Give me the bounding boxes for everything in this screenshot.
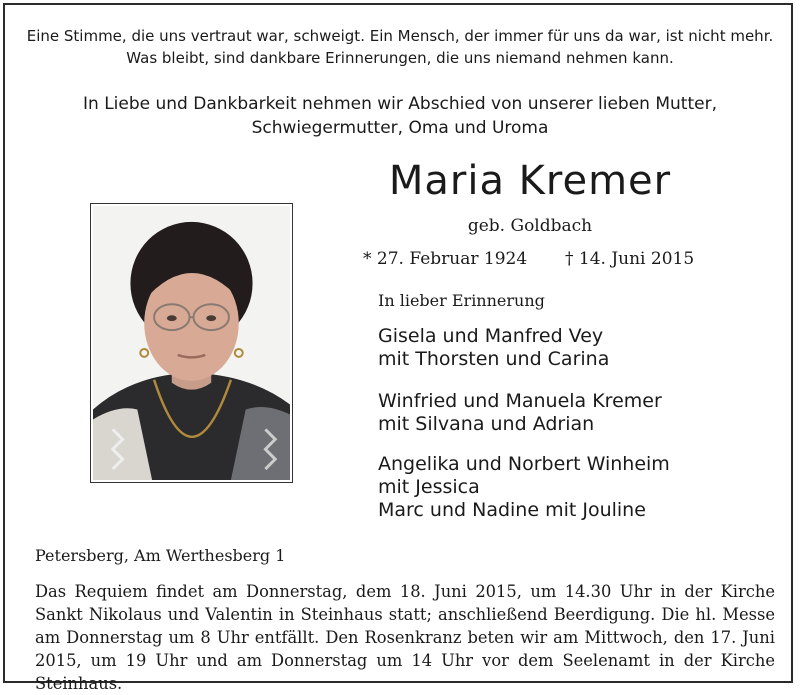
- mourner-group-1: [378, 325, 609, 371]
- mourners-label: In lieber Erinnerung: [378, 291, 545, 310]
- mourner-line: Angelika und Norbert Winheim: [378, 453, 670, 475]
- intro-line-2: Schwiegermutter, Oma und Uroma: [251, 118, 549, 138]
- mourner-line: mit Jessica: [378, 476, 480, 498]
- obituary-card: [3, 3, 793, 693]
- farewell-intro: [25, 92, 775, 140]
- mourner-group-2: [378, 390, 662, 436]
- intro-line-1: In Liebe und Dankbarkeit nehmen wir Abschied von unserer lieben Mutter,: [83, 94, 717, 114]
- portrait-photo: [90, 203, 293, 483]
- opening-quote: [25, 25, 775, 69]
- deceased-name: Maria Kremer: [388, 158, 672, 204]
- requiem-notice: Das Requiem findet am Donnerstag, dem 18. Juni 2015, um 14.30 Uhr in der Kirche Sankt Nikolaus und Valentin in Steinhaus statt; anschließend Beerdigung. Die hl. Messe am Donnerstag um 8 Uhr entfällt. Den Rosenkranz beten wir am Mittwoch, den 17. Juni 2015, um 19 Uhr und am Donnerstag um 14 Uhr vor dem Seelenamt in der Kirche Steinhaus.: [35, 582, 775, 693]
- death-date: † 14. Juni 2015: [565, 249, 695, 269]
- family-address: Petersberg, Am Werthesberg 1: [35, 546, 286, 565]
- quote-line-1: Eine Stimme, die uns vertraut war, schweigt. Ein Mensch, der immer für uns da war, ist nicht mehr.: [26, 27, 774, 45]
- mourner-line: Winfried und Manuela Kremer: [378, 390, 662, 412]
- mourner-line: Marc und Nadine mit Jouline: [378, 499, 646, 521]
- maiden-name: geb. Goldbach: [467, 216, 593, 236]
- mourner-line: mit Silvana und Adrian: [378, 413, 595, 435]
- quote-line-2: Was bleibt, sind dankbare Erinnerungen, die uns niemand nehmen kann.: [126, 49, 674, 67]
- portrait-image: [93, 206, 290, 480]
- birth-date: * 27. Februar 1924: [363, 249, 528, 269]
- mourner-group-3: [378, 453, 670, 522]
- mourner-line: Gisela und Manfred Vey: [378, 325, 604, 347]
- mourner-line: mit Thorsten und Carina: [378, 348, 610, 370]
